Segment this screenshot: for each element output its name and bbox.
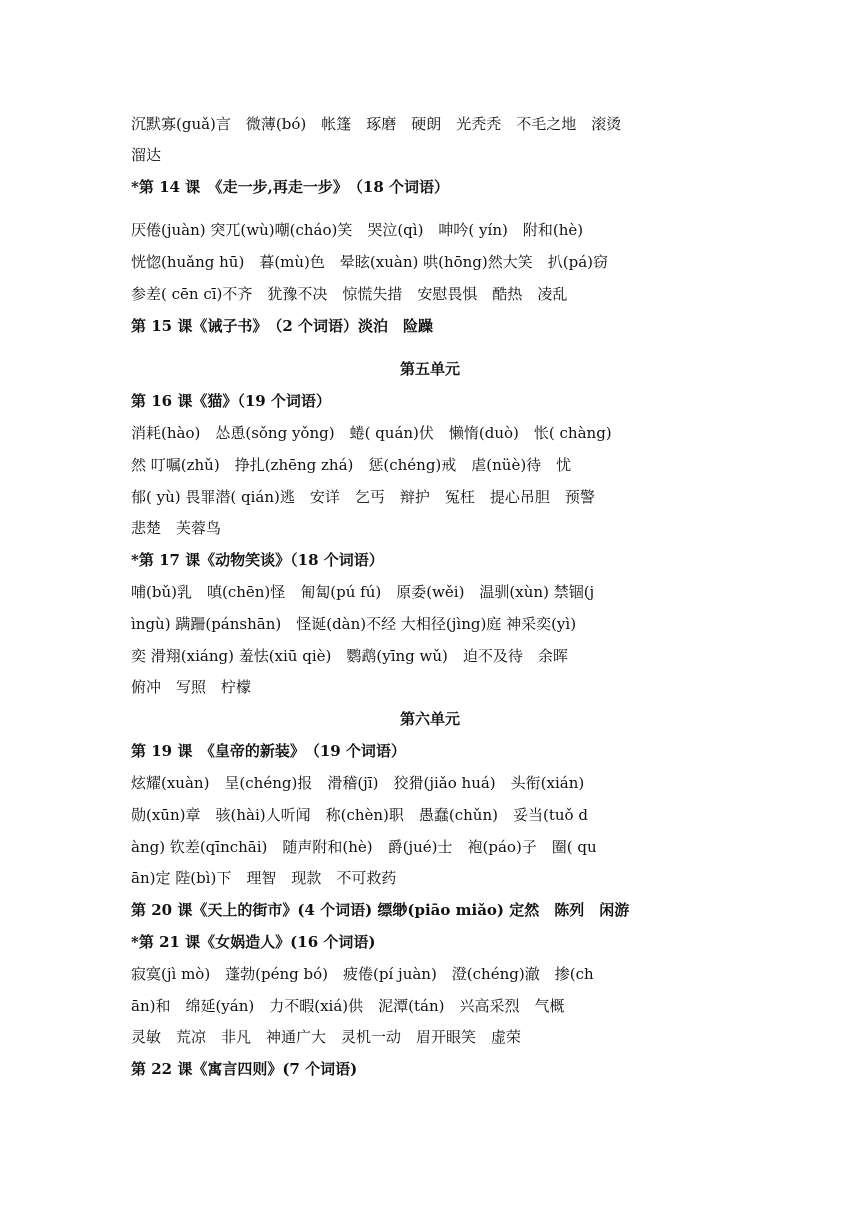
text-line: ān)定 陛(bì)下 理智 现款 不可救药 (131, 869, 397, 887)
text-line: 郁( yù) 畏罪潜( qián)逃 安详 乞丐 辩护 冤枉 提心吊胆 预警 (131, 488, 595, 506)
text-line: 沉默寡(guǎ)言 微薄(bó) 帐篷 琢磨 硬朗 光秃秃 不毛之地 滚烫 (131, 115, 622, 133)
lesson-heading: *第 21 课《女娲造人》(16 个词语) (131, 933, 376, 951)
lesson-heading: *第 17 课《动物笑谈》（18 个词语） (131, 551, 384, 569)
text-line: ān)和 绵延(yán) 力不暇(xiá)供 泥潭(tán) 兴高采烈 气概 (131, 997, 565, 1015)
text-line: 厌倦(juàn) 突兀(wù)嘲(cháo)笑 哭泣(qì) 呻吟( yín) 附和(hè) (131, 221, 584, 239)
text-line: 参差( cēn cī)不齐 犹豫不决 惊慌失措 安慰畏惧 酷热 凌乱 (131, 285, 568, 303)
unit-heading: 第六单元 (399, 710, 460, 728)
text-line: 消耗(hào) 怂恿(sǒng yǒng) 蜷( quán)伏 懒惰(duò) 怅( chàng) (131, 424, 612, 442)
lesson-heading: *第 14 课 《走一步,再走一步》 （18 个词语） (131, 178, 449, 196)
lesson-heading: 第 20 课《天上的街市》(4 个词语) 缥缈(piāo miǎo) 定然 陈列 闲游 (131, 901, 630, 919)
text-line: 勋(xūn)章 骇(hài)人听闻 称(chèn)职 愚蠢(chǔn) 妥当(tuǒ d (131, 806, 588, 824)
text-line: 炫耀(xuàn) 呈(chéng)报 滑稽(jī) 狡猾(jiǎo huá) 头衔(xián) (131, 774, 585, 792)
text-line: 溜达 (131, 146, 162, 164)
text-line: 恍惚(huǎng hū) 暮(mù)色 晕眩(xuàn) 哄(hōng)然大笑 扒(pá)窃 (131, 253, 609, 271)
lesson-heading: 第 15 课《诫子书》 （2 个词语）淡泊 险躁 (131, 317, 433, 335)
text-line: 寂寞(jì mò) 蓬勃(péng bó) 疲倦(pí juàn) 澄(chéng)澈 掺(ch (131, 965, 594, 983)
text-line: àng) 钦差(qīnchāi) 随声附和(hè) 爵(jué)士 袍(páo)子 圈( qu (131, 838, 597, 856)
text-line: 悲楚 芙蓉鸟 (131, 519, 222, 537)
text-line: 然 叮嘱(zhǔ) 挣扎(zhēng zhá) 惩(chéng)戒 虐(nüè)待 忧 (131, 456, 572, 474)
text-line: 哺(bǔ)乳 嗔(chēn)怪 匍匐(pú fú) 原委(wěi) 温驯(xùn) 禁锢(j (131, 583, 595, 601)
text-line: 灵敏 荒凉 非凡 神通广大 灵机一动 眉开眼笑 虚荣 (131, 1028, 522, 1046)
text-line: ìngù) 蹒跚(pánshān) 怪诞(dàn)不经 大相径(jìng)庭 神采奕(yì) (131, 615, 577, 633)
lesson-heading: 第 16 课《猫》（19 个词语） (131, 392, 331, 410)
text-line: 奕 滑翔(xiáng) 羞怯(xiū qiè) 鹦鹉(yīng wǔ) 迫不及待 余晖 (131, 647, 568, 665)
unit-heading: 第五单元 (399, 360, 460, 378)
text-line: 俯冲 写照 柠檬 (131, 678, 252, 696)
lesson-heading: 第 19 课 《皇帝的新装》 （19 个词语） (131, 742, 406, 760)
lesson-heading: 第 22 课《寓言四则》(7 个词语) (131, 1060, 358, 1078)
